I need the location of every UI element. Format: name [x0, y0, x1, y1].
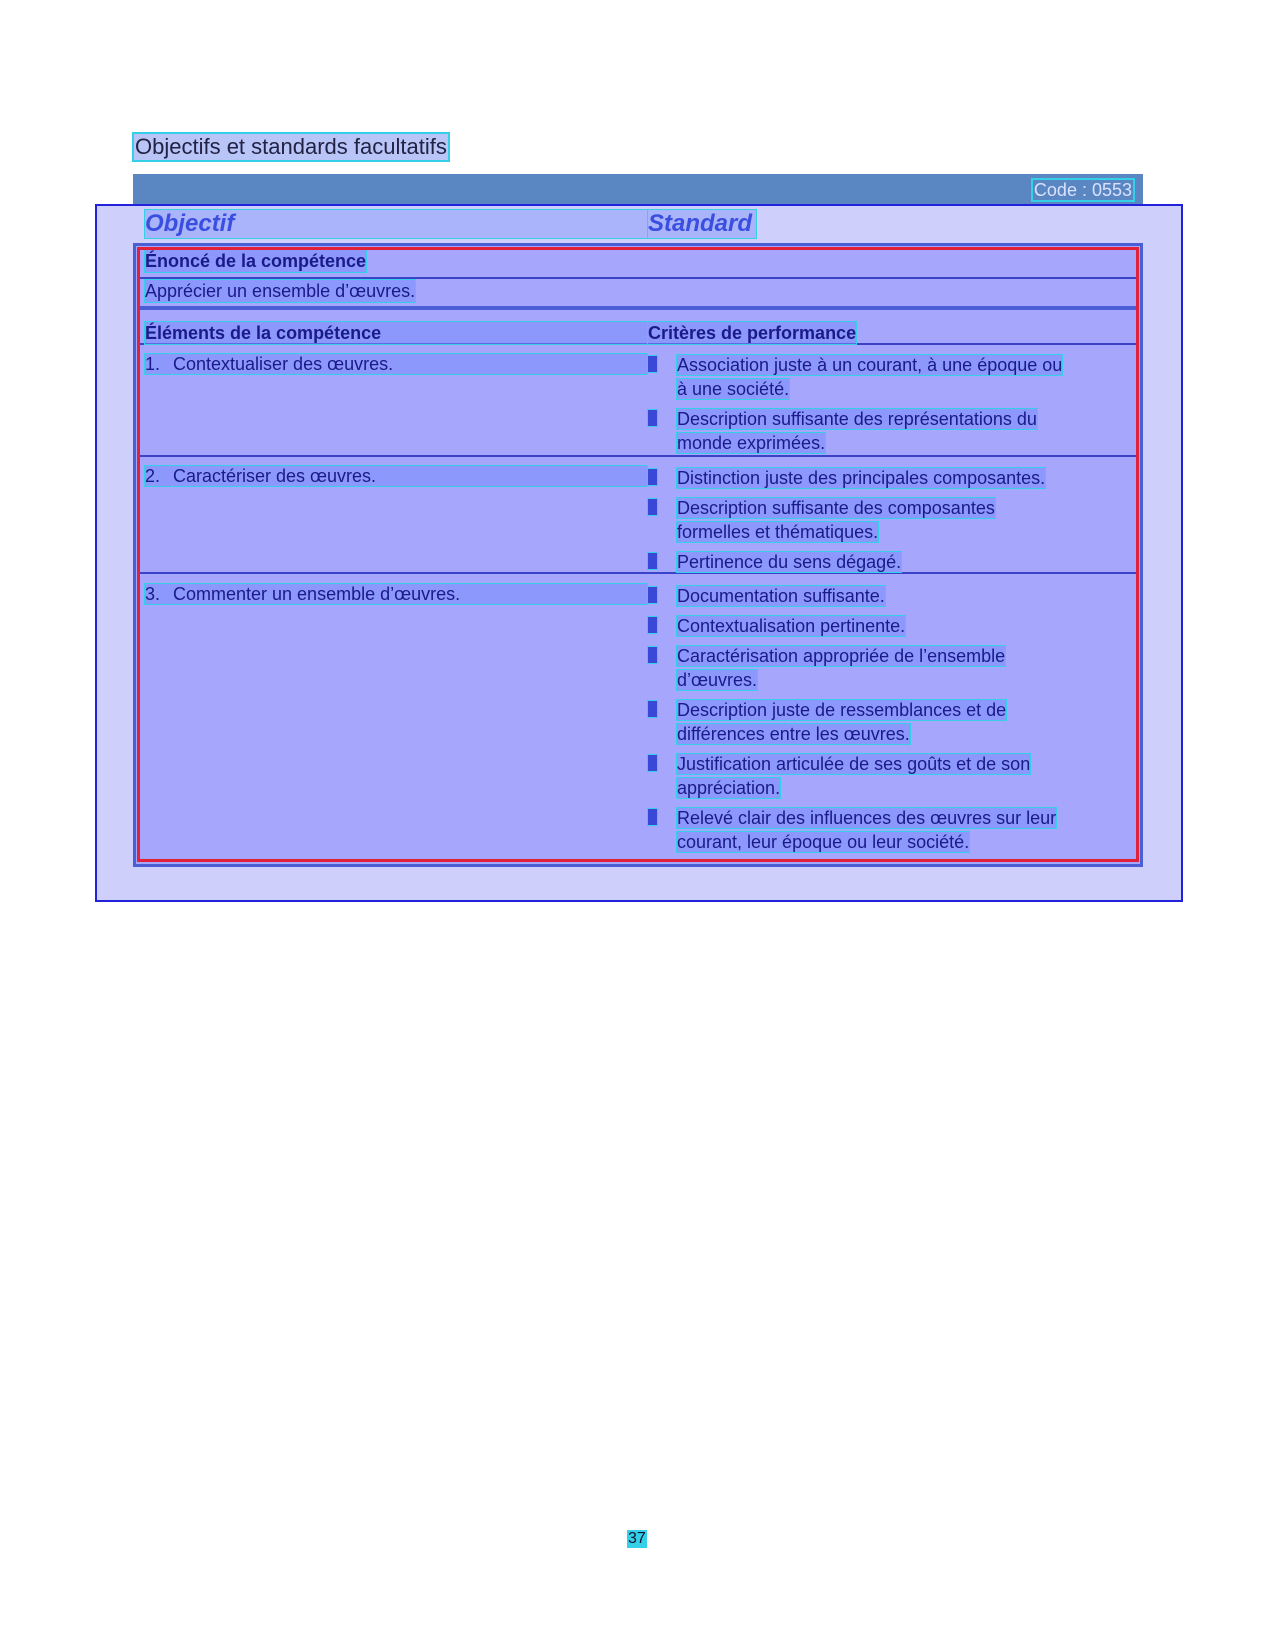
criterion-line: différences entre les œuvres. [677, 724, 910, 744]
element-number: 2. [145, 466, 161, 486]
criterion-line: monde exprimées. [677, 433, 826, 453]
criterion-item [648, 752, 1128, 800]
criterion-line: Distinction juste des principales composantes. [677, 468, 1046, 488]
section-divider [137, 306, 1139, 310]
criterion-line: Description suffisante des composantes [677, 498, 995, 518]
criterion-line: Description juste de ressemblances et de [677, 700, 1007, 720]
criterion-item [648, 698, 1128, 746]
page-title: Objectifs et standards facultatifs [135, 134, 447, 159]
bullet-icon [648, 410, 657, 426]
criterion-text [677, 496, 1128, 544]
element-number: 1. [145, 354, 161, 374]
criterion-item [648, 353, 1128, 401]
criterion-item [648, 644, 1128, 692]
criterion-item [648, 614, 1128, 638]
bullet-icon [648, 469, 657, 485]
enonce-text: Apprécier un ensemble d’œuvres. [145, 281, 416, 301]
criterion-item [648, 584, 1128, 608]
elements-heading: Éléments de la compétence [145, 322, 647, 344]
code-bar [133, 174, 1143, 204]
criterion-text [677, 806, 1128, 854]
criterion-text [677, 614, 1128, 638]
criterion-text [677, 698, 1128, 746]
criterion-line: Documentation suffisante. [677, 586, 885, 606]
criterion-text [677, 644, 1128, 692]
criterion-line: Relevé clair des influences des œuvres sur leur [677, 808, 1057, 828]
bullet-icon [648, 587, 657, 603]
element-number: 3. [145, 584, 161, 604]
criterion-text [677, 550, 1128, 574]
column-header-objectif: Objectif [145, 210, 647, 238]
column-header-standard: Standard [648, 210, 756, 238]
criterion-line: appréciation. [677, 778, 781, 798]
page-number: 37 [628, 1530, 646, 1547]
bullet-icon [648, 553, 657, 569]
criterion-item [648, 466, 1128, 490]
criterion-text [677, 353, 1128, 401]
criterion-item [648, 407, 1128, 455]
element-2 [145, 466, 647, 486]
bullet-icon [648, 356, 657, 372]
element-1 [145, 354, 647, 374]
criterion-line: Association juste à un courant, à une époque ou [677, 355, 1063, 375]
criterion-line: Description suffisante des représentations du [677, 409, 1037, 429]
criterion-line: à une société. [677, 379, 790, 399]
bullet-icon [648, 809, 657, 825]
row-divider [137, 277, 1139, 279]
criterion-text [677, 584, 1128, 608]
criterion-line: Contextualisation pertinente. [677, 616, 906, 636]
criterion-line: Pertinence du sens dégagé. [677, 552, 902, 572]
element-text: Caractériser des œuvres. [173, 466, 377, 486]
element-text: Commenter un ensemble d’œuvres. [173, 584, 461, 604]
criterion-item [648, 806, 1128, 854]
criterion-line: formelles et thématiques. [677, 522, 879, 542]
criterion-text [677, 752, 1128, 800]
competence-code: Code : 0553 [1033, 180, 1132, 200]
criteria-list-2 [648, 466, 1128, 580]
element-3 [145, 584, 647, 604]
criterion-text [677, 466, 1128, 490]
criterion-text [677, 407, 1128, 455]
criterion-line: Justification articulée de ses goûts et de son [677, 754, 1031, 774]
bullet-icon [648, 755, 657, 771]
bullet-icon [648, 617, 657, 633]
criterion-line: Caractérisation appropriée de l’ensemble [677, 646, 1006, 666]
bullet-icon [648, 701, 657, 717]
criteria-list-3 [648, 584, 1128, 860]
criterion-line: courant, leur époque ou leur société. [677, 832, 970, 852]
criterion-item [648, 496, 1128, 544]
criterion-line: d’œuvres. [677, 670, 758, 690]
bullet-icon [648, 499, 657, 515]
criteres-heading: Critères de performance [648, 323, 857, 343]
criteria-list-1 [648, 353, 1128, 461]
bullet-icon [648, 647, 657, 663]
criterion-item [648, 550, 1128, 574]
enonce-heading: Énoncé de la compétence [145, 251, 367, 271]
element-text: Contextualiser des œuvres. [173, 354, 394, 374]
